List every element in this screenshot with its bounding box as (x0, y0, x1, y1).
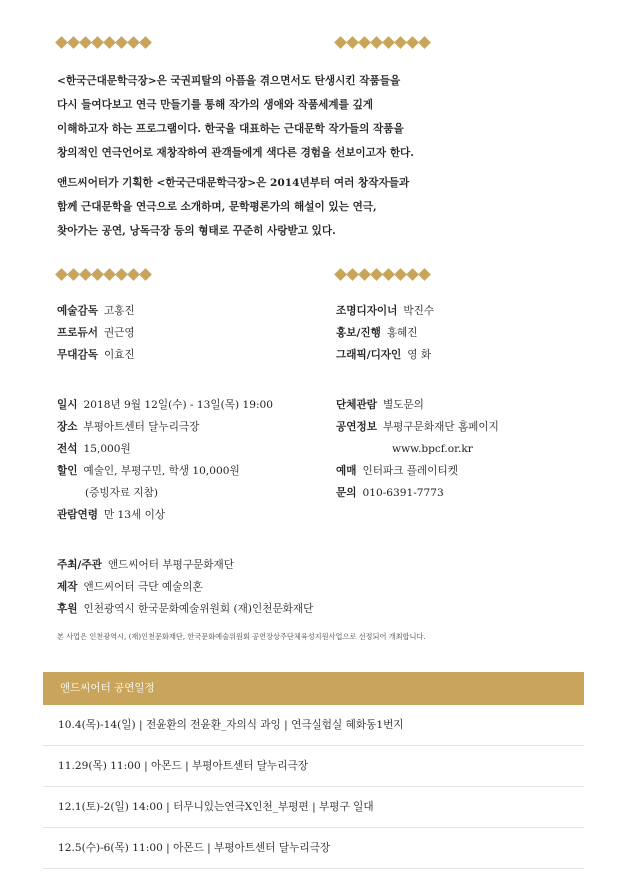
staff-label: 그래픽/디자인 (336, 349, 402, 361)
sponsor-notice: 본 사업은 인천광역시, (재)인천문화재단, 한국문화예술위원회 공연장상주단체육성지원사업으로 선정되어 개최합니다. (57, 632, 426, 641)
info-row-seat (57, 438, 273, 460)
info-value: 부평아트센터 달누리극장 (83, 421, 200, 433)
info-value: 010-6391-7773 (362, 487, 444, 499)
staff-value: 고홍진 (103, 305, 135, 317)
website-link[interactable]: www.bpcf.or.kr (392, 443, 473, 455)
info-row-contact (336, 482, 499, 504)
info-label: 할인 (57, 465, 78, 477)
info-row-date (57, 394, 273, 416)
info-value: 별도문의 (382, 399, 424, 411)
staff-value: 박진수 (403, 305, 435, 317)
info-value: 인터파크 플레이티켓 (362, 465, 458, 477)
staff-label: 조명디자이너 (336, 305, 398, 317)
schedule-item: 10.4(목)-14(일) | 전윤환의 전윤환_자의식 과잉 | 연극실험실 혜화동1번지 (43, 705, 584, 746)
info-left (57, 394, 273, 526)
credit-value: 앤드씨어터 부평구문화재단 (107, 559, 234, 571)
staff-right (336, 300, 434, 366)
schedule-item: 11.29(목) 11:00 | 아몬드 | 부평아트센터 달누리극장 (43, 746, 584, 787)
info-value: 15,000원 (83, 443, 131, 455)
intro-paragraph-1 (57, 69, 577, 165)
info-label: 문의 (336, 487, 357, 499)
staff-value: 권근영 (103, 327, 135, 339)
info-value: 2018년 9월 12일(수) - 13일(목) 19:00 (83, 399, 274, 411)
staff-label: 프로듀서 (57, 327, 98, 339)
staff-row (57, 322, 135, 344)
info-label: 전석 (57, 443, 78, 455)
diamond-divider-mid-left (57, 270, 150, 280)
staff-left (57, 300, 135, 366)
intro-line: 이해하고자 하는 프로그램이다. 한국을 대표하는 근대문학 작가들의 작품을 (57, 123, 404, 135)
info-row-info (336, 416, 499, 438)
intro-line: 앤드씨어터가 기획한 <한국근대문학극장>은 2014년부터 여러 창작자들과 (57, 177, 410, 189)
info-value: (증빙자료 지참) (85, 487, 159, 499)
credit-label: 주최/주관 (57, 559, 102, 571)
info-label: 관람연령 (57, 509, 98, 521)
credit-value: 인천광역시 한국문화예술위원회 (재)인천문화재단 (83, 603, 314, 615)
info-row-discount-note (57, 482, 273, 504)
credit-label: 제작 (57, 581, 78, 593)
schedule-item: 12.5(수)-6(목) 11:00 | 아몬드 | 부평아트센터 달누리극장 (43, 828, 584, 869)
intro-line: 함께 근대문학을 연극으로 소개하며, 문학평론가의 해설이 있는 연극, (57, 201, 377, 213)
intro-paragraph-2 (57, 171, 577, 243)
info-label: 예매 (336, 465, 357, 477)
credits (57, 554, 313, 620)
info-label: 단체관람 (336, 399, 377, 411)
intro-line: 다시 들여다보고 연극 만들기를 통해 작가의 생애와 작품세계를 깊게 (57, 99, 374, 111)
info-right (336, 394, 499, 504)
staff-value: 이효진 (103, 349, 135, 361)
info-label: 장소 (57, 421, 78, 433)
credit-row-sponsor (57, 598, 313, 620)
diamond-divider-top-right (336, 38, 429, 48)
staff-row (336, 322, 434, 344)
info-label: 공연정보 (336, 421, 377, 433)
info-value: 만 13세 이상 (103, 509, 166, 521)
staff-label: 무대감독 (57, 349, 98, 361)
info-row-ticket (336, 460, 499, 482)
info-row-venue (57, 416, 273, 438)
info-row-discount (57, 460, 273, 482)
schedule-title-bar: 앤드씨어터 공연일정 (43, 672, 584, 705)
diamond-divider-top-left (57, 38, 150, 48)
info-label: 일시 (57, 399, 78, 411)
info-row-age (57, 504, 273, 526)
info-row-group (336, 394, 499, 416)
schedule-item: 12.1(토)-2(일) 14:00 | 터무니있는연극X인천_부평편 | 부평구 일대 (43, 787, 584, 828)
credit-row-production (57, 576, 313, 598)
staff-row (57, 300, 135, 322)
info-value: 부평구문화재단 홈페이지 (382, 421, 499, 433)
schedule-list (43, 705, 584, 869)
intro-line: 창의적인 연극언어로 재창작하여 관객들에게 색다른 경험을 선보이고자 한다. (57, 147, 414, 159)
staff-row (336, 344, 434, 366)
staff-row (336, 300, 434, 322)
intro-line: <한국근대문학극장>은 국권피탈의 아픔을 겪으면서도 탄생시킨 작품들을 (57, 75, 401, 87)
staff-label: 예술감독 (57, 305, 98, 317)
intro-line: 찾아가는 공연, 낭독극장 등의 형태로 꾸준히 사랑받고 있다. (57, 225, 336, 237)
info-value: 예술인, 부평구민, 학생 10,000원 (83, 465, 240, 477)
credit-value: 앤드씨어터 극단 예술의혼 (83, 581, 203, 593)
staff-value: 홍혜진 (386, 327, 418, 339)
credit-label: 후원 (57, 603, 78, 615)
staff-row (57, 344, 135, 366)
credit-row-host (57, 554, 313, 576)
staff-label: 홍보/진행 (336, 327, 381, 339)
diamond-divider-mid-right (336, 270, 429, 280)
info-row-website (336, 438, 499, 460)
staff-value: 영 화 (407, 349, 432, 361)
